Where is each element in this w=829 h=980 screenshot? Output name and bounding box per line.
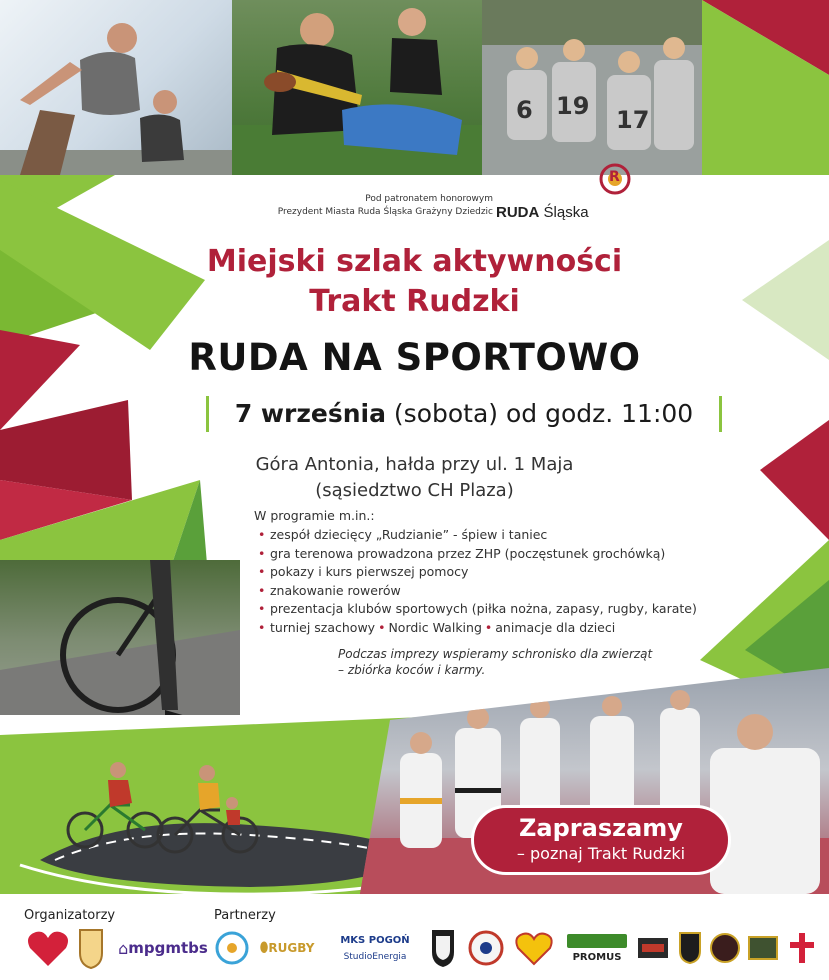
partner-logo-caritas — [786, 926, 818, 970]
jersey-number-6: 6 — [516, 96, 533, 124]
dark-badge-logo-icon — [637, 934, 669, 962]
shield-logo-icon — [430, 928, 456, 968]
shelter-note-line-1: Podczas imprezy wspieramy schronisko dla zwierząt — [338, 647, 653, 661]
program-item: • gra terenowa prowadzona przez ZHP (poczęstunek grochówką) — [258, 545, 697, 564]
ruda-slaska-logo — [494, 162, 634, 226]
tank-crest-logo-icon — [747, 933, 779, 963]
mks-pogon-text — [340, 935, 409, 946]
patronage-line-1: Pod patronatem honorowym — [365, 194, 493, 204]
black-shield-logo-icon — [678, 931, 702, 965]
title-line-2: Trakt Rudzki — [309, 284, 520, 319]
program-separator: • — [378, 619, 386, 635]
round-crest-logo-icon — [709, 932, 741, 964]
date-day: 7 września — [234, 399, 386, 428]
shelter-note-line-2: – zbiórka koców i karmy. — [338, 663, 486, 677]
invitation-title: Zapraszamy — [519, 814, 683, 842]
rugby-logo-text: RUGBY — [268, 941, 315, 955]
city-name-bold: RUDA — [496, 204, 540, 221]
program-nordic-walking: Nordic Walking — [388, 619, 482, 635]
headline: RUDA NA SPORTOWO — [188, 336, 641, 379]
program-item: • pokazy i kurs pierwszej pomocy — [258, 563, 697, 582]
yellow-heart-logo-icon — [514, 930, 554, 966]
title-line-1: Miejski szlak aktywności — [206, 244, 623, 279]
caritas-cross-logo-icon — [788, 931, 816, 965]
city-name — [496, 204, 589, 221]
jersey-number-17: 17 — [616, 106, 650, 134]
medal-logo-icon — [467, 929, 505, 967]
mpgmtbs-text: mpgmtbs — [128, 939, 208, 957]
partner-logo-shield — [428, 926, 458, 970]
program-list — [258, 526, 697, 637]
partner-logo-circle — [214, 926, 250, 970]
studio-energia-text: StudioEnergia — [343, 951, 407, 962]
pogon-text: POGOŃ — [368, 934, 410, 946]
partner-logo-mks-pogon — [330, 926, 420, 970]
partner-logo-heart-yellow — [512, 926, 556, 970]
program-separator: • — [484, 619, 493, 635]
patronage-line-2: Prezydent Miasta Ruda Śląska Grażyny Dziedzic — [277, 207, 493, 217]
shelter-note — [338, 646, 678, 678]
location-line-1: Góra Antonia, hałda przy ul. 1 Maja — [255, 454, 574, 475]
partners-label: Partnerzy — [214, 908, 276, 923]
city-name-rest: Śląska — [539, 204, 589, 221]
program-kids-animation: animacje dla dzieci — [495, 619, 616, 635]
jersey-number-19: 19 — [556, 92, 590, 120]
rugby-ball-icon: ⬮ — [259, 940, 269, 956]
organizer-logo-mpgmtbs — [116, 926, 210, 970]
organizer-logo-heart — [24, 926, 72, 970]
partner-logo-round-crest — [708, 926, 742, 970]
invitation-badge — [471, 805, 731, 875]
partner-logo-dark — [636, 926, 670, 970]
program-item: • zespół dziecięcy „Rudzianie” - śpiew i taniec — [258, 526, 697, 545]
partner-logo-medal — [466, 926, 506, 970]
event-date — [206, 394, 722, 434]
mks-text: MKS — [340, 934, 366, 946]
invitation-subtitle: – poznaj Trakt Rudzki — [516, 844, 686, 863]
date-bar-right — [719, 396, 722, 432]
organizer-logo-crest — [76, 926, 106, 970]
circle-figures-logo-icon — [215, 931, 249, 965]
heart-logo-icon — [26, 928, 70, 968]
partner-logo-rugby — [256, 926, 318, 970]
crest-logo-icon — [77, 927, 105, 969]
date-rest: (sobota) od godz. 11:00 — [385, 399, 694, 428]
mpgmtbs-house-icon: ⌂ — [118, 938, 129, 958]
partner-logo-promus — [564, 926, 630, 970]
location-line-2: (sąsiedztwo CH Plaza) — [315, 480, 514, 501]
partner-logo-black-shield — [676, 926, 704, 970]
date-bar-left — [206, 396, 209, 432]
program-item: • znakowanie rowerów — [258, 582, 697, 601]
program-heading: W programie m.in.: — [254, 508, 375, 523]
promus-text: PROMUS — [572, 951, 622, 963]
ruda-emblem-letter: R — [609, 169, 620, 185]
partner-logo-tank — [746, 926, 780, 970]
program-item: • prezentacja klubów sportowych (piłka nożna, zapasy, rugby, karate) — [258, 600, 697, 619]
green-banner-logo — [567, 934, 627, 948]
organizers-label: Organizatorzy — [24, 908, 116, 923]
program-chess: turniej szachowy — [270, 619, 376, 635]
patronage-text — [193, 193, 493, 219]
program-item-last-row — [258, 619, 697, 638]
